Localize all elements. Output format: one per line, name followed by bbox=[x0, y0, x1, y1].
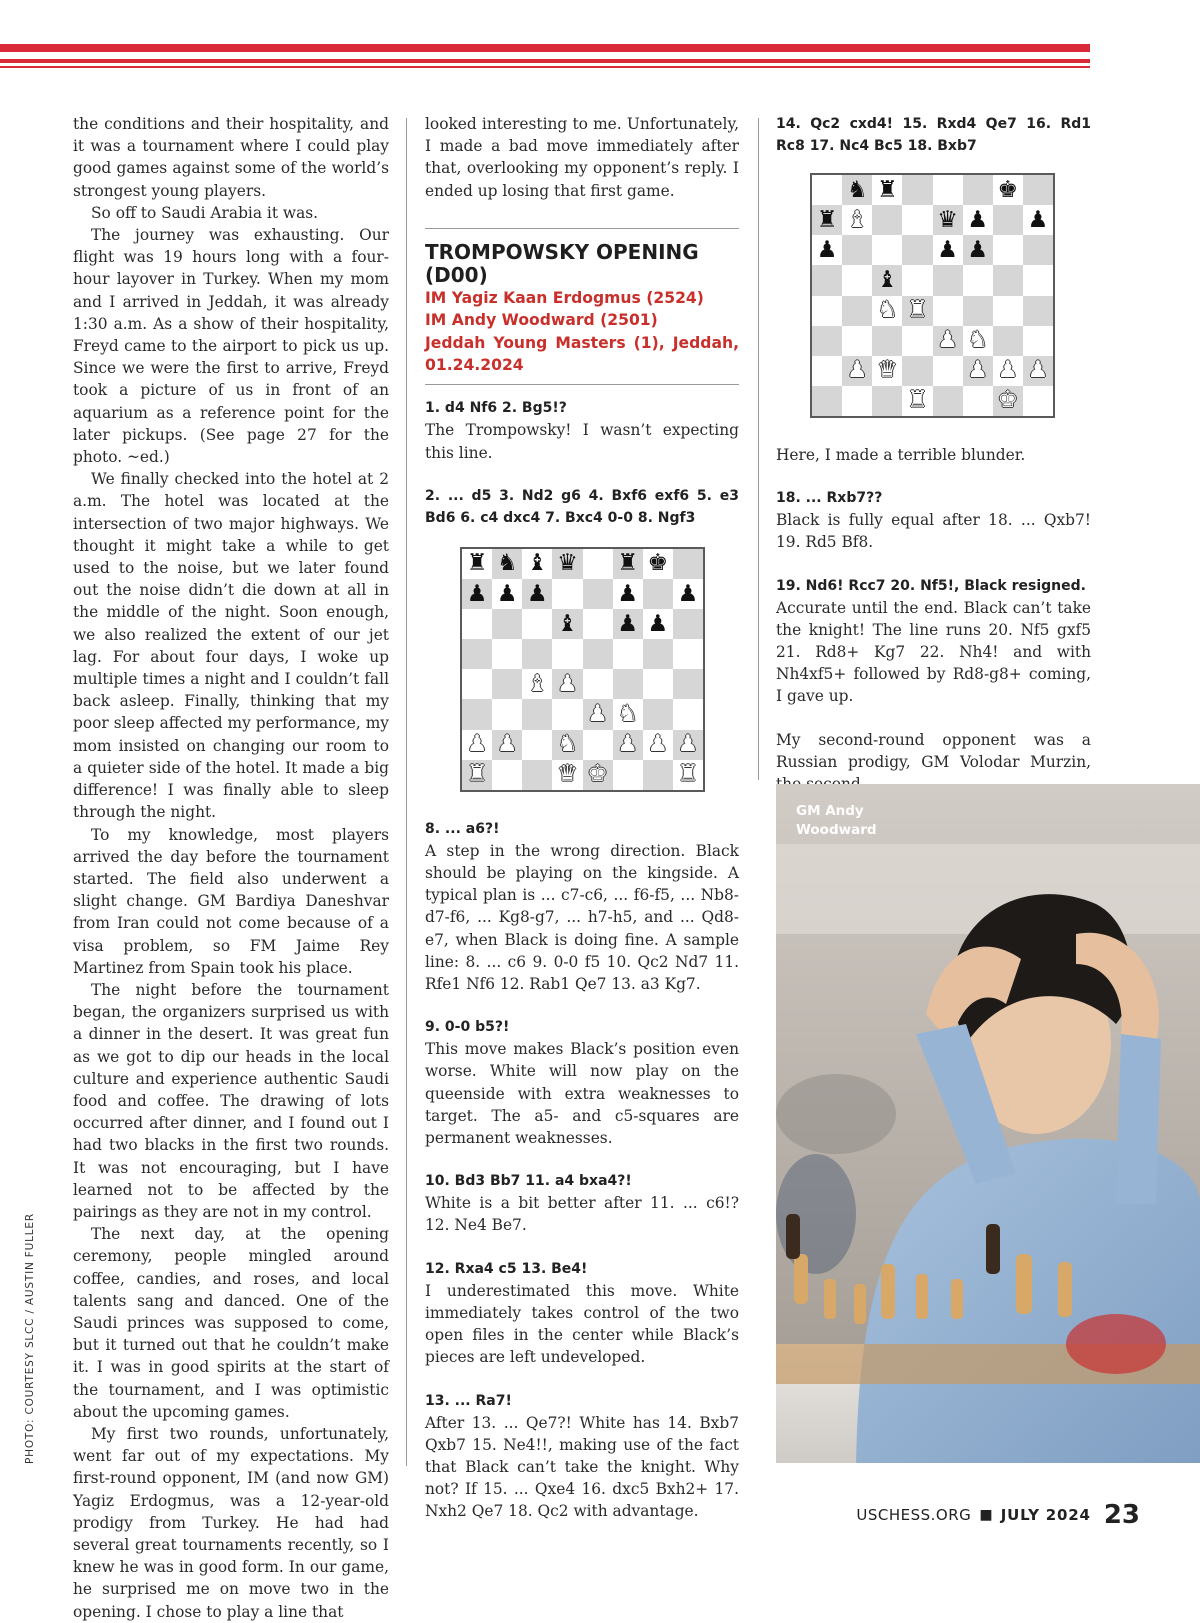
board-square bbox=[993, 205, 1023, 235]
white-rook-icon: ♜ bbox=[907, 387, 928, 414]
board-square bbox=[673, 609, 703, 639]
board-square bbox=[812, 205, 842, 235]
board-square bbox=[933, 326, 963, 356]
black-king-icon: ♚ bbox=[997, 176, 1019, 203]
board-square bbox=[872, 296, 902, 326]
black-knight-icon: ♞ bbox=[496, 550, 518, 577]
white-pawn-icon: ♟ bbox=[1027, 357, 1049, 384]
board-square bbox=[872, 356, 902, 386]
board-square bbox=[462, 730, 492, 760]
black-pawn-icon: ♟ bbox=[496, 580, 518, 607]
board-square bbox=[643, 760, 673, 790]
paragraph: looked interesting to me. Unfortunately, I made a bad move immediately after that, overlooking my opponent’s reply. I ended up losing that first game. bbox=[425, 115, 739, 200]
white-knight-icon: ♞ bbox=[967, 327, 988, 354]
comment-text: The Trompowsky! I wasn’t expecting this line. bbox=[425, 421, 739, 462]
page-footer bbox=[856, 1500, 1140, 1530]
board-square bbox=[462, 639, 492, 669]
board-square bbox=[872, 386, 902, 416]
board-square bbox=[673, 699, 703, 729]
white-pawn-icon: ♟ bbox=[997, 357, 1019, 384]
board-square bbox=[872, 235, 902, 265]
board-square bbox=[673, 669, 703, 699]
game-title: TROMPOWSKY OPENING (D00) bbox=[425, 239, 699, 287]
board-square bbox=[673, 579, 703, 609]
divider bbox=[425, 228, 739, 229]
board-square bbox=[872, 175, 902, 205]
page-number: 23 bbox=[1103, 1500, 1140, 1530]
black-pawn-icon: ♟ bbox=[937, 236, 958, 263]
board-square bbox=[1023, 356, 1053, 386]
board-square bbox=[963, 296, 993, 326]
board-square bbox=[522, 609, 552, 639]
black-pawn-icon: ♟ bbox=[617, 610, 638, 637]
column-divider bbox=[406, 118, 407, 1466]
board-square bbox=[462, 699, 492, 729]
board-square bbox=[812, 175, 842, 205]
board-square bbox=[492, 579, 522, 609]
white-pawn-icon: ♟ bbox=[557, 670, 578, 697]
top-stripe-thin-2 bbox=[0, 66, 1090, 68]
paragraph: The journey was exhausting. Our flight was 19 hours long with a four-hour layover in Turkey. When my mom and I arrived in Jeddah, it was already 1:30 a.m. As a show of their hospitality, Freyd came to the airport to pick us up. Since we were the first to arrive, Freyd took a picture of us in front of an aquarium as a reference point for the later pickups. (See page 27 for the photo. ~ed.) bbox=[73, 226, 389, 467]
board-square bbox=[462, 669, 492, 699]
board-square bbox=[842, 265, 872, 295]
board-square bbox=[812, 326, 842, 356]
board-square bbox=[963, 386, 993, 416]
column-2 bbox=[425, 113, 739, 1523]
board-square bbox=[613, 760, 643, 790]
board-square bbox=[902, 326, 932, 356]
board-square bbox=[462, 609, 492, 639]
board-square bbox=[492, 669, 522, 699]
board-square bbox=[613, 669, 643, 699]
board-square bbox=[933, 175, 963, 205]
board-square bbox=[522, 730, 552, 760]
white-player: IM Yagiz Kaan Erdogmus (2524) bbox=[425, 288, 704, 307]
board-square bbox=[673, 639, 703, 669]
black-queen-icon: ♛ bbox=[557, 550, 578, 577]
paragraph: The next day, at the opening ceremony, people mingled around coffee, candies, and roses, and local talents sang and danced. One of the Saudi princes was supposed to come, but it turned out that he couldn’t make it. I was in good spirits at the start of the tournament, and I was optimistic about the upcoming games. bbox=[73, 1225, 389, 1421]
black-pawn-icon: ♟ bbox=[816, 236, 838, 263]
board-square bbox=[492, 699, 522, 729]
photo-illustration bbox=[776, 784, 1200, 1463]
board-square bbox=[613, 579, 643, 609]
board-square bbox=[902, 356, 932, 386]
white-pawn-icon: ♟ bbox=[677, 731, 699, 758]
board-square bbox=[492, 760, 522, 790]
board-square bbox=[933, 265, 963, 295]
white-knight-icon: ♞ bbox=[617, 701, 638, 728]
board-square bbox=[933, 386, 963, 416]
board-square bbox=[583, 699, 613, 729]
black-pawn-icon: ♟ bbox=[527, 580, 548, 607]
board-square bbox=[812, 296, 842, 326]
board-square bbox=[673, 549, 703, 579]
white-pawn-icon: ♟ bbox=[466, 731, 488, 758]
board-square bbox=[643, 579, 673, 609]
player-photo bbox=[776, 784, 1200, 1463]
board-square bbox=[643, 609, 673, 639]
board-square bbox=[613, 699, 643, 729]
board-square bbox=[993, 386, 1023, 416]
board-square bbox=[963, 235, 993, 265]
paragraph: So off to Saudi Arabia it was. bbox=[91, 203, 319, 222]
white-pawn-icon: ♟ bbox=[967, 357, 988, 384]
board-square bbox=[552, 609, 582, 639]
board-square bbox=[993, 265, 1023, 295]
board-square bbox=[462, 579, 492, 609]
black-pawn-icon: ♟ bbox=[967, 206, 988, 233]
board-square bbox=[963, 205, 993, 235]
white-bishop-icon: ♝ bbox=[527, 670, 548, 697]
comment-text: A step in the wrong direction. Black should be playing on the kingside. A typical plan is ... c7-c6, ... f6-f5, ... Nb8-d7-f6, ... Kg8-g7, ... h7-h5, and ... Qd8-e7, when Black is doing fine. A sample line: 8. ... c6 9. 0-0 f5 10. Qc2 Nd7 11. Rfe1 Nf6 12. Rab1 Qe7 13. a3 Kg7. bbox=[425, 841, 739, 994]
board-square bbox=[583, 760, 613, 790]
black-king-icon: ♚ bbox=[647, 550, 669, 577]
white-knight-icon: ♞ bbox=[557, 731, 578, 758]
top-stripe-thick bbox=[0, 44, 1090, 52]
board-square bbox=[933, 235, 963, 265]
board-square bbox=[1023, 386, 1053, 416]
board-square bbox=[1023, 326, 1053, 356]
board-square bbox=[552, 549, 582, 579]
black-rook-icon: ♜ bbox=[816, 206, 838, 233]
white-pawn-icon: ♟ bbox=[846, 357, 868, 384]
black-bishop-icon: ♝ bbox=[877, 266, 898, 293]
white-pawn-icon: ♟ bbox=[937, 327, 958, 354]
board-square bbox=[522, 760, 552, 790]
board-square bbox=[583, 730, 613, 760]
board-square bbox=[492, 730, 522, 760]
board-square bbox=[993, 235, 1023, 265]
black-pawn-icon: ♟ bbox=[677, 580, 699, 607]
paragraph: the conditions and their hospitality, and it was a tournament where I could play good games against some of the world’s strongest young players. bbox=[73, 115, 389, 200]
board-square bbox=[812, 235, 842, 265]
black-pawn-icon: ♟ bbox=[647, 610, 669, 637]
board-square bbox=[933, 205, 963, 235]
board-square bbox=[902, 235, 932, 265]
square-separator-icon: ■ bbox=[979, 1507, 993, 1523]
board-square bbox=[902, 205, 932, 235]
board-square bbox=[842, 296, 872, 326]
white-rook-icon: ♜ bbox=[466, 761, 488, 788]
board-square bbox=[1023, 205, 1053, 235]
paragraph: My first two rounds, unfortunately, went far out of my expectations. My first-round opponent, IM (and now GM) Yagiz Erdogmus, was a 12-year-old prodigy from Turkey. He had had several great tournaments recently, so I knew he was in good form. In our game, he surprised me on move two in the opening. I chose to play a line that bbox=[73, 1424, 389, 1621]
paragraph: The night before the tournament began, the organizers surprised us with a dinner in the desert. It was great fun as we got to dip our heads in the local culture and experience authentic Saudi food and coffee. The drawing of lots occurred after dinner, and I found out I had two blacks in the first two rounds. It was not encouraging, but I have learned not to be affected by the pairings as they are not in my control. bbox=[73, 980, 389, 1221]
board-square bbox=[673, 760, 703, 790]
board-square bbox=[583, 669, 613, 699]
move-text: 9. 0-0 b5?! bbox=[425, 1019, 510, 1036]
paragraph: My second-round opponent was a Russian prodigy, GM Volodar Murzin, bbox=[776, 730, 1091, 771]
board-square bbox=[963, 356, 993, 386]
comment-text: After 13. ... Qe7?! White has 14. Bxb7 Qxb7 15. Ne4!!, making use of the fact that Black can’t take the knight. Why not? If 15. ... Qxe4 16. dxc5 Bxh2+ 17. Nxh2 Qe7 18. Qc2 with advantage. bbox=[425, 1413, 739, 1521]
issue-date: JULY 2024 bbox=[1000, 1506, 1091, 1524]
white-king-icon: ♚ bbox=[587, 761, 608, 788]
chess-diagram-1 bbox=[460, 547, 705, 792]
board-square bbox=[842, 235, 872, 265]
black-queen-icon: ♛ bbox=[937, 206, 958, 233]
board-square bbox=[933, 296, 963, 326]
board-square bbox=[842, 356, 872, 386]
board-square bbox=[522, 699, 552, 729]
black-rook-icon: ♜ bbox=[617, 550, 638, 577]
move-text: 14. Qc2 cxd4! 15. Rxd4 Qe7 16. Rd1 Rc8 17. Nc4 Bc5 18. Bxb7 bbox=[776, 116, 1091, 154]
black-pawn-icon: ♟ bbox=[466, 580, 488, 607]
board-square bbox=[872, 265, 902, 295]
board-square bbox=[552, 639, 582, 669]
board-square bbox=[1023, 175, 1053, 205]
board-square bbox=[1023, 296, 1053, 326]
move-text: 18. ... Rxb7?? bbox=[776, 490, 883, 507]
board-square bbox=[872, 205, 902, 235]
white-pawn-icon: ♟ bbox=[496, 731, 518, 758]
comment-text: Black is fully equal after 18. ... Qxb7! 19. Rd5 Bf8. bbox=[776, 511, 1091, 552]
board-square bbox=[812, 356, 842, 386]
black-bishop-icon: ♝ bbox=[557, 610, 578, 637]
board-square bbox=[933, 356, 963, 386]
board-square bbox=[583, 549, 613, 579]
board-square bbox=[643, 699, 673, 729]
board-square bbox=[492, 609, 522, 639]
board-square bbox=[552, 699, 582, 729]
board-square bbox=[902, 296, 932, 326]
board-square bbox=[902, 265, 932, 295]
white-knight-icon: ♞ bbox=[877, 297, 898, 324]
black-bishop-icon: ♝ bbox=[527, 550, 548, 577]
board-square bbox=[552, 579, 582, 609]
black-rook-icon: ♜ bbox=[466, 550, 488, 577]
board-square bbox=[993, 326, 1023, 356]
move-text: 13. ... Ra7! bbox=[425, 1392, 512, 1409]
board-square bbox=[1023, 235, 1053, 265]
paragraph: To my knowledge, most players arrived the day before the tournament started. The field also underwent a slight change. GM Bardiya Daneshvar from Iran could not come because of a visa problem, so FM Jaime Rey Martinez from Spain took his place. bbox=[73, 825, 389, 977]
board-square bbox=[842, 205, 872, 235]
board-square bbox=[613, 639, 643, 669]
board-square bbox=[583, 639, 613, 669]
black-knight-icon: ♞ bbox=[846, 176, 868, 203]
move-text: 19. Nd6! Rcc7 20. Nf5!, Black resigned. bbox=[776, 577, 1086, 594]
column-divider bbox=[758, 118, 759, 780]
white-rook-icon: ♜ bbox=[907, 297, 928, 324]
black-player: IM Andy Woodward (2501) bbox=[425, 311, 658, 330]
site-name: USCHESS.ORG bbox=[856, 1506, 972, 1524]
board-square bbox=[492, 639, 522, 669]
board-square bbox=[872, 326, 902, 356]
board-square bbox=[583, 609, 613, 639]
top-stripe-thin bbox=[0, 59, 1090, 63]
board-square bbox=[643, 549, 673, 579]
board-square bbox=[613, 549, 643, 579]
move-text: 8. ... a6?! bbox=[425, 820, 500, 837]
comment-text: Accurate until the end. Black can’t take the knight! The line runs 20. Nf5 gxf5 21. Rd8+ Kg7 22. Nh4! and with Nh4xf5+ followed by Rd8-g8+ coming, I gave up. bbox=[776, 598, 1091, 706]
board-square bbox=[522, 669, 552, 699]
board-square bbox=[522, 549, 552, 579]
board-square bbox=[583, 579, 613, 609]
board-square bbox=[993, 175, 1023, 205]
move-text: 1. d4 Nf6 2. Bg5!? bbox=[425, 400, 567, 417]
black-rook-icon: ♜ bbox=[877, 176, 898, 203]
board-square bbox=[462, 760, 492, 790]
board-square bbox=[522, 639, 552, 669]
board-square bbox=[1023, 265, 1053, 295]
board-square bbox=[492, 549, 522, 579]
photo-credit: PHOTO: COURTESY SLCC / AUSTIN FULLER bbox=[24, 1213, 36, 1464]
board-square bbox=[673, 730, 703, 760]
board-square bbox=[643, 669, 673, 699]
move-text: 2. ... d5 3. Nd2 g6 4. Bxf6 exf6 5. e3 Bd6 6. c4 dxc4 7. Bxc4 0-0 8. Ngf3 bbox=[425, 487, 739, 526]
board-square bbox=[902, 175, 932, 205]
board-square bbox=[842, 386, 872, 416]
comment-text: This move makes Black’s position even worse. White will now play on the queenside with extra weaknesses to target. The a5- and c5-squares are permanent weaknesses. bbox=[425, 1040, 739, 1148]
white-queen-icon: ♛ bbox=[557, 761, 578, 788]
white-pawn-icon: ♟ bbox=[587, 701, 608, 728]
board-square bbox=[613, 730, 643, 760]
black-pawn-icon: ♟ bbox=[967, 236, 988, 263]
board-square bbox=[963, 175, 993, 205]
board-square bbox=[552, 760, 582, 790]
board-square bbox=[812, 386, 842, 416]
board-square bbox=[552, 669, 582, 699]
board-square bbox=[842, 175, 872, 205]
white-pawn-icon: ♟ bbox=[647, 731, 669, 758]
move-text: 10. Bd3 Bb7 11. a4 bxa4?! bbox=[425, 1173, 632, 1190]
comment-text: Here, I made a terrible blunder. bbox=[776, 446, 1026, 464]
board-square bbox=[812, 265, 842, 295]
board-square bbox=[963, 326, 993, 356]
white-queen-icon: ♛ bbox=[877, 357, 898, 384]
board-square bbox=[902, 386, 932, 416]
board-square bbox=[643, 730, 673, 760]
board-square bbox=[963, 265, 993, 295]
paragraph: We finally checked into the hotel at 2 a.m. The hotel was located at the intersection of two major highways. We thought it might take a while to get used to the noise, but we later found out the noise didn’t die down at all in the middle of the night. Soon enough, we also realized the extent of our jet lag. For about four days, I woke up multiple times a night and I couldn’t fall back asleep. Finally, thinking that my poor sleep affected my performance, my mom insisted on changing our room to a quieter side of the hotel. It made a big difference! I was finally able to sleep through the night. bbox=[73, 470, 389, 822]
white-rook-icon: ♜ bbox=[677, 761, 699, 788]
chess-diagram-2 bbox=[810, 173, 1055, 418]
event-info: Jeddah Young Masters (1), Jeddah, 01.24.2024 bbox=[425, 333, 739, 375]
board-square bbox=[842, 326, 872, 356]
board-square bbox=[522, 579, 552, 609]
black-pawn-icon: ♟ bbox=[1027, 206, 1049, 233]
board-square bbox=[613, 609, 643, 639]
board-square bbox=[552, 730, 582, 760]
board-square bbox=[643, 639, 673, 669]
move-text: 12. Rxa4 c5 13. Be4! bbox=[425, 1260, 588, 1277]
column-3 bbox=[776, 113, 1091, 795]
comment-text: I underestimated this move. White immediately takes control of the two open files in the center while Black’s pieces are left undeveloped. bbox=[425, 1281, 739, 1367]
board-square bbox=[462, 549, 492, 579]
board-square bbox=[993, 356, 1023, 386]
column-1 bbox=[73, 113, 389, 1623]
board-square bbox=[993, 296, 1023, 326]
photo-caption: GM Andy Woodward bbox=[796, 803, 877, 838]
white-bishop-icon: ♝ bbox=[846, 206, 868, 233]
white-pawn-icon: ♟ bbox=[617, 731, 638, 758]
white-king-icon: ♚ bbox=[997, 387, 1019, 414]
black-pawn-icon: ♟ bbox=[617, 580, 638, 607]
comment-text: White is a bit better after 11. ... c6!? 12. Ne4 Be7. bbox=[425, 1194, 739, 1235]
